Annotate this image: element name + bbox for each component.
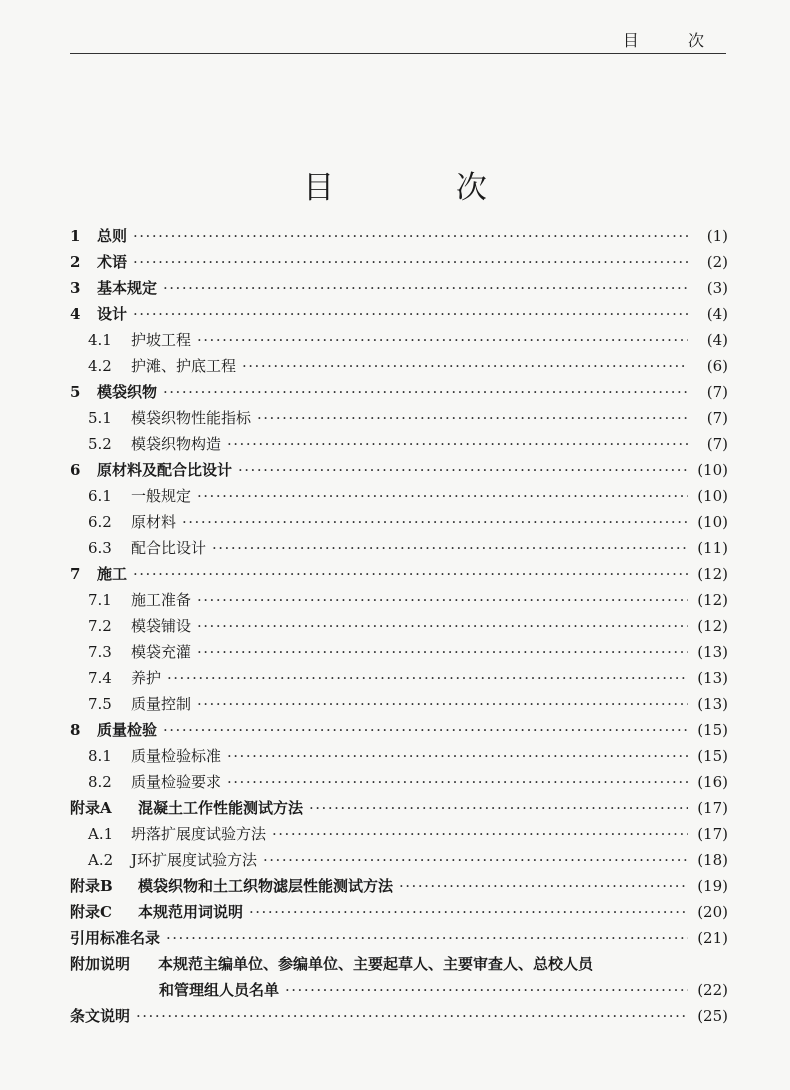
toc-entry-number: 7.4 bbox=[88, 669, 112, 687]
toc-entry[interactable] bbox=[70, 587, 728, 613]
toc-entry-number: 1 bbox=[70, 227, 81, 245]
toc-leader-dots bbox=[242, 353, 688, 379]
toc-leader-dots bbox=[263, 847, 688, 873]
toc-leader-dots bbox=[309, 795, 688, 821]
toc-entry-page: (16) bbox=[697, 773, 728, 791]
toc-entry-title: 施工 bbox=[97, 565, 128, 583]
toc-entry[interactable] bbox=[70, 509, 728, 535]
toc-entry[interactable] bbox=[70, 431, 728, 457]
toc-leader-dots bbox=[249, 899, 688, 925]
toc-entry-number: 4 bbox=[70, 305, 81, 323]
toc-entry-page: (21) bbox=[697, 929, 728, 947]
toc-leader-dots bbox=[197, 639, 688, 665]
toc-entry[interactable] bbox=[70, 379, 728, 405]
toc-leader-dots bbox=[163, 275, 688, 301]
toc-leader-dots bbox=[272, 821, 688, 847]
toc-entry-number: 7.3 bbox=[88, 643, 112, 661]
toc-entry[interactable] bbox=[70, 405, 728, 431]
toc-entry-continuation[interactable] bbox=[70, 977, 728, 1003]
toc-entry-number: 7.5 bbox=[88, 695, 112, 713]
toc-leader-dots bbox=[197, 691, 688, 717]
toc-entry-page: (10) bbox=[697, 487, 728, 505]
toc-entry[interactable] bbox=[70, 951, 728, 977]
toc-entry[interactable] bbox=[70, 795, 728, 821]
toc-entry-number: 8.1 bbox=[88, 747, 112, 765]
page-title: 目 次 bbox=[303, 170, 543, 206]
toc-leader-dots bbox=[133, 223, 688, 249]
toc-entry-title: 总则 bbox=[97, 227, 128, 245]
toc-entry-page: (19) bbox=[697, 877, 728, 895]
toc-entry[interactable] bbox=[70, 327, 728, 353]
toc-entry[interactable] bbox=[70, 743, 728, 769]
toc-leader-dots bbox=[167, 665, 688, 691]
toc-leader-dots bbox=[182, 509, 688, 535]
toc-entry-title: 模袋织物构造 bbox=[131, 435, 222, 453]
toc-entry-title: 护滩、护底工程 bbox=[131, 357, 237, 375]
toc-entry-title: 混凝土工作性能测试方法 bbox=[138, 799, 304, 817]
toc-entry[interactable] bbox=[70, 613, 728, 639]
toc-entry-number: 7.1 bbox=[88, 591, 112, 609]
toc-entry-page: (4) bbox=[706, 331, 728, 349]
toc-leader-dots bbox=[163, 717, 688, 743]
toc-entry-page: (10) bbox=[697, 513, 728, 531]
toc-leader-dots bbox=[133, 249, 688, 275]
toc-entry[interactable] bbox=[70, 457, 728, 483]
toc-entry-page: (18) bbox=[697, 851, 728, 869]
toc-entry-page: (17) bbox=[697, 825, 728, 843]
toc-entry[interactable] bbox=[70, 769, 728, 795]
toc-entry-page: (13) bbox=[697, 643, 728, 661]
toc-leader-dots bbox=[227, 743, 688, 769]
toc-entry-title: 坍落扩展度试验方法 bbox=[131, 825, 267, 843]
toc-entry-page: (11) bbox=[697, 539, 728, 557]
toc-leader-dots bbox=[133, 301, 688, 327]
toc-entry[interactable] bbox=[70, 717, 728, 743]
toc-entry-title: J环扩展度试验方法 bbox=[131, 851, 258, 869]
toc-entry-title: 术语 bbox=[97, 253, 128, 271]
toc-entry-title: 质量控制 bbox=[131, 695, 192, 713]
toc-entry-title: 基本规定 bbox=[97, 279, 158, 297]
toc-entry-number: 5.1 bbox=[88, 409, 112, 427]
toc-leader-dots bbox=[227, 431, 688, 457]
toc-entry-page: (12) bbox=[697, 591, 728, 609]
toc-entry-number: 附录C bbox=[70, 903, 112, 921]
toc-entry-page: (22) bbox=[697, 981, 728, 999]
toc-leader-dots bbox=[133, 561, 688, 587]
toc-entry-title: 和管理组人员名单 bbox=[159, 981, 280, 999]
toc-entry[interactable] bbox=[70, 535, 728, 561]
toc-entry-number: 6.1 bbox=[88, 487, 112, 505]
toc-entry[interactable] bbox=[70, 483, 728, 509]
toc-entry-title: 原材料及配合比设计 bbox=[97, 461, 233, 479]
toc-entry-page: (17) bbox=[697, 799, 728, 817]
toc-entry-number: 3 bbox=[70, 279, 81, 297]
toc-entry-title: 配合比设计 bbox=[131, 539, 207, 557]
toc-entry-page: (12) bbox=[697, 565, 728, 583]
toc-entry-title: 原材料 bbox=[131, 513, 177, 531]
toc-entry[interactable] bbox=[70, 223, 728, 249]
toc-entry-number: A.1 bbox=[88, 825, 114, 843]
toc-entry-page: (15) bbox=[697, 747, 728, 765]
toc-entry-number: 附录B bbox=[70, 877, 113, 895]
toc-leader-dots bbox=[166, 925, 688, 951]
toc-entry-page: (13) bbox=[697, 695, 728, 713]
toc-entry-number: 附加说明 bbox=[70, 955, 131, 973]
toc-entry-page: (4) bbox=[706, 305, 728, 323]
toc-entry-page: (7) bbox=[706, 383, 728, 401]
toc-leader-dots bbox=[136, 1003, 688, 1029]
toc-entry-number: 6.2 bbox=[88, 513, 112, 531]
toc-entry-title: 模袋织物和土工织物滤层性能测试方法 bbox=[138, 877, 394, 895]
toc-entry-title: 施工准备 bbox=[131, 591, 192, 609]
toc-entry-number: 7.2 bbox=[88, 617, 112, 635]
toc-entry-number: 7 bbox=[70, 565, 81, 583]
toc-entry[interactable] bbox=[70, 561, 728, 587]
header-rule bbox=[70, 53, 726, 54]
toc-leader-dots bbox=[227, 769, 688, 795]
toc-entry-title: 一般规定 bbox=[131, 487, 192, 505]
toc-entry-number: 4.1 bbox=[88, 331, 112, 349]
toc-entry[interactable] bbox=[70, 691, 728, 717]
toc-entry[interactable] bbox=[70, 847, 728, 873]
toc-entry-title: 模袋铺设 bbox=[131, 617, 192, 635]
toc-entry-number: 6.3 bbox=[88, 539, 112, 557]
toc-entry-title: 设计 bbox=[97, 305, 128, 323]
toc-entry-title: 本规范主编单位、参编单位、主要起草人、主要审查人、总校人员 bbox=[158, 955, 594, 973]
toc-entry-page: (13) bbox=[697, 669, 728, 687]
toc-entry-title: 条文说明 bbox=[70, 1007, 131, 1025]
toc-entry-page: (20) bbox=[697, 903, 728, 921]
toc-entry[interactable] bbox=[70, 821, 728, 847]
toc-leader-dots bbox=[163, 379, 688, 405]
toc-leader-dots bbox=[238, 457, 688, 483]
toc-entry-title: 质量检验 bbox=[97, 721, 158, 739]
toc-entry[interactable] bbox=[70, 249, 728, 275]
toc-entry-title: 护坡工程 bbox=[131, 331, 192, 349]
toc-entry-number: 8.2 bbox=[88, 773, 112, 791]
toc-entry-page: (7) bbox=[706, 435, 728, 453]
toc-entry[interactable] bbox=[70, 353, 728, 379]
toc-leader-dots bbox=[197, 587, 688, 613]
running-header: 目 次 bbox=[622, 31, 726, 50]
toc-entry-number: 2 bbox=[70, 253, 81, 271]
toc-entry-page: (1) bbox=[706, 227, 728, 245]
toc-entry-title: 模袋充灌 bbox=[131, 643, 192, 661]
toc-leader-dots bbox=[285, 977, 688, 1003]
toc-entry[interactable] bbox=[70, 639, 728, 665]
toc-entry-page: (6) bbox=[706, 357, 728, 375]
table-of-contents bbox=[70, 223, 728, 1029]
toc-entry-title: 引用标准名录 bbox=[70, 929, 161, 947]
toc-entry-number: 6 bbox=[70, 461, 81, 479]
toc-entry-number: 附录A bbox=[70, 799, 112, 817]
toc-entry-number: 5 bbox=[70, 383, 81, 401]
toc-entry-title: 养护 bbox=[131, 669, 162, 687]
toc-entry-page: (2) bbox=[706, 253, 728, 271]
toc-entry[interactable] bbox=[70, 665, 728, 691]
toc-entry-number: 8 bbox=[70, 721, 81, 739]
toc-leader-dots bbox=[257, 405, 688, 431]
toc-entry-page: (12) bbox=[697, 617, 728, 635]
toc-leader-dots bbox=[197, 483, 688, 509]
toc-entry[interactable] bbox=[70, 301, 728, 327]
toc-entry-title: 模袋织物性能指标 bbox=[131, 409, 252, 427]
toc-leader-dots bbox=[212, 535, 688, 561]
toc-entry-title: 本规范用词说明 bbox=[138, 903, 244, 921]
toc-entry-page: (10) bbox=[697, 461, 728, 479]
toc-entry[interactable] bbox=[70, 899, 728, 925]
toc-leader-dots bbox=[197, 327, 688, 353]
toc-entry[interactable] bbox=[70, 925, 728, 951]
toc-entry[interactable] bbox=[70, 1003, 728, 1029]
toc-entry-number: A.2 bbox=[88, 851, 114, 869]
toc-entry-page: (7) bbox=[706, 409, 728, 427]
toc-leader-dots bbox=[399, 873, 688, 899]
toc-leader-dots bbox=[197, 613, 688, 639]
toc-entry-number: 5.2 bbox=[88, 435, 112, 453]
toc-entry-page: (25) bbox=[697, 1007, 728, 1025]
toc-entry-title: 模袋织物 bbox=[97, 383, 158, 401]
toc-entry-number: 4.2 bbox=[88, 357, 112, 375]
toc-entry[interactable] bbox=[70, 275, 728, 301]
toc-entry[interactable] bbox=[70, 873, 728, 899]
toc-entry-title: 质量检验要求 bbox=[131, 773, 222, 791]
toc-entry-page: (3) bbox=[706, 279, 728, 297]
toc-entry-title: 质量检验标准 bbox=[131, 747, 222, 765]
toc-entry-page: (15) bbox=[697, 721, 728, 739]
